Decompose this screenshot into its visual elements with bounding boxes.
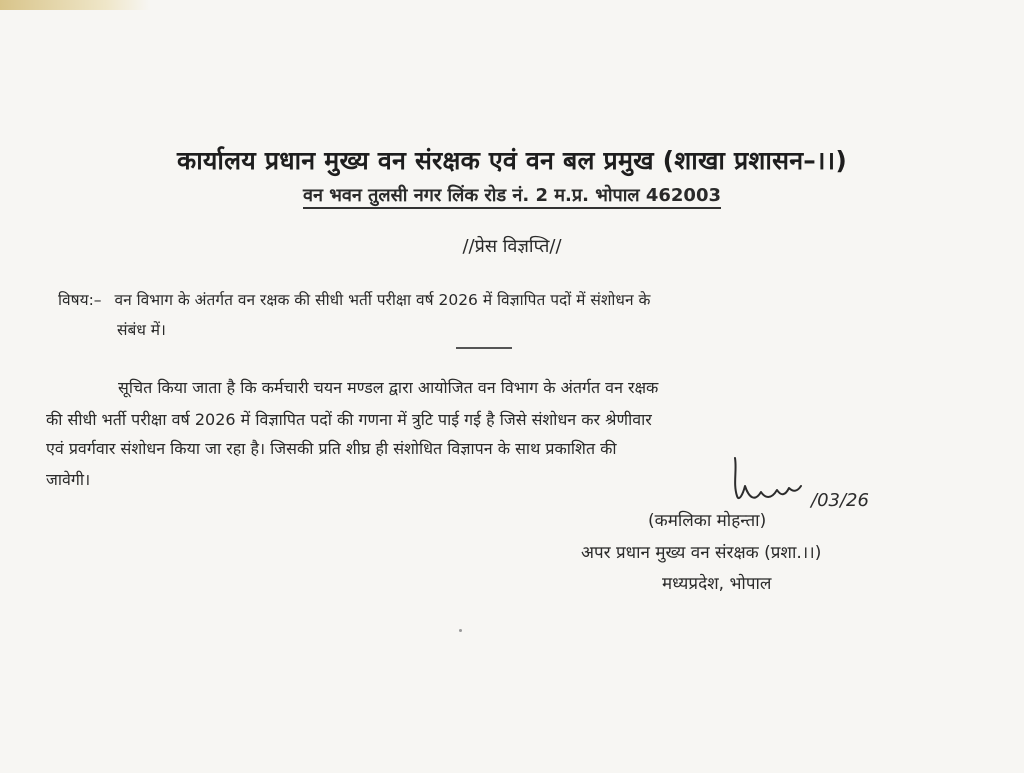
signatory-designation: अपर प्रधान मुख्य वन संरक्षक (प्रशा.।।) xyxy=(581,543,822,563)
body-line-1: सूचित किया जाता है कि कर्मचारी चयन मण्डल द्वारा आयोजित वन विभाग के अंतर्गत वन रक्षक xyxy=(118,378,659,397)
signatory-place: मध्यप्रदेश, भोपाल xyxy=(662,574,772,594)
separator-rule xyxy=(456,347,512,349)
office-address-text: वन भवन तुलसी नगर लिंक रोड नं. 2 म.प्र. भोपाल 462003 xyxy=(303,185,721,209)
subject-continuation: संबंध में। xyxy=(117,321,166,339)
press-release-title: //प्रेस विज्ञप्ति// xyxy=(462,236,562,257)
paper-edge-mark xyxy=(0,0,150,10)
subject-text: वन विभाग के अंतर्गत वन रक्षक की सीधी भर्ती परीक्षा वर्ष 2026 में विज्ञापित पदों में संशोधन के xyxy=(114,291,651,309)
body-line-4: जावेगी। xyxy=(46,470,91,489)
signatory-name: (कमलिका मोहन्ता) xyxy=(648,511,767,531)
office-address xyxy=(0,183,1024,207)
subject-line xyxy=(58,288,928,310)
paper-speck xyxy=(459,629,462,632)
body-line-2: की सीधी भर्ती परीक्षा वर्ष 2026 में विज्ञापित पदों की गणना में त्रुटि पाई गई है जिसे संशोधन कर श्रेणीवार xyxy=(46,410,652,429)
subject-label: विषय:– xyxy=(58,291,102,309)
office-heading: कार्यालय प्रधान मुख्य वन संरक्षक एवं वन बल प्रमुख (शाखा प्रशासन–।।) xyxy=(177,146,847,175)
signature-date: /03/26 xyxy=(811,490,869,511)
body-line-3: एवं प्रवर्गवार संशोधन किया जा रहा है। जिसकी प्रति शीघ्र ही संशोधित विज्ञापन के साथ प्रकाशित की xyxy=(46,439,617,458)
